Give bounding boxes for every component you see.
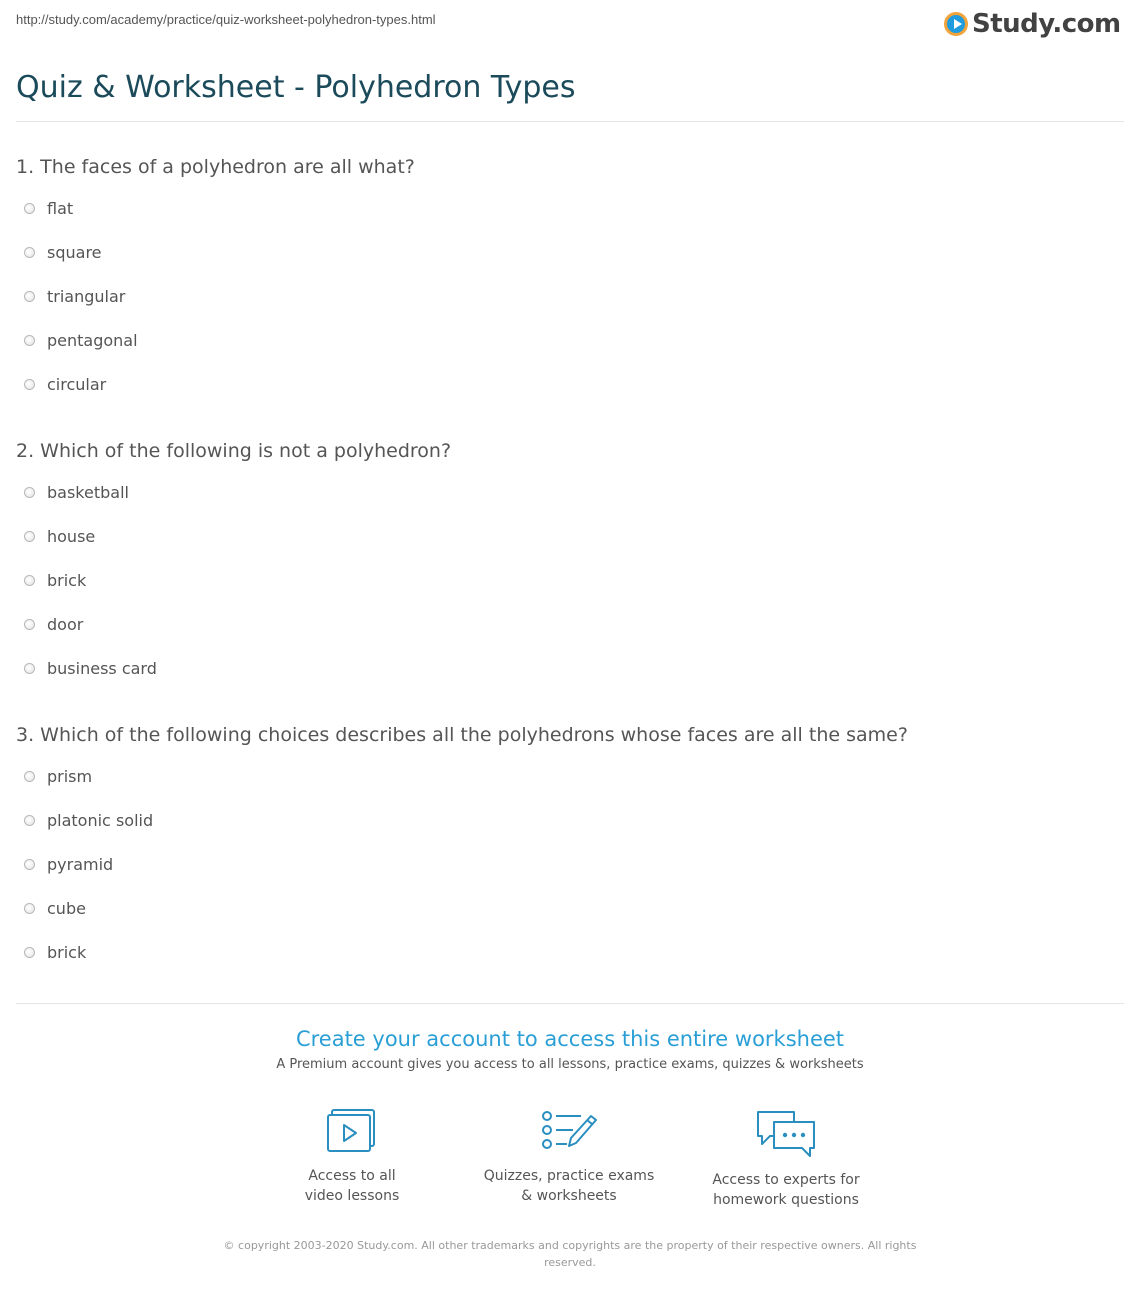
answer-list — [16, 186, 1116, 406]
question-2 — [16, 438, 1116, 701]
study-logo[interactable] — [944, 8, 1121, 40]
cta-subtitle: A Premium account gives you access to all lessons, practice exams, quizzes & worksheets — [276, 1057, 864, 1072]
answer-label: triangular — [47, 286, 126, 306]
question-3 — [16, 722, 1116, 985]
answer-label: circular — [47, 374, 107, 394]
play-logo-icon — [944, 12, 968, 36]
answer-option[interactable] — [16, 754, 1116, 798]
create-account-link[interactable]: Create your account to access this entire worksheet — [295, 1027, 845, 1051]
answer-label: pyramid — [47, 854, 114, 874]
divider — [16, 121, 1124, 122]
answer-label: basketball — [47, 482, 129, 502]
answer-label: pentagonal — [47, 330, 138, 350]
radio-button[interactable] — [24, 291, 35, 302]
answer-option[interactable] — [16, 602, 1116, 646]
feature-video-lessons — [252, 1108, 452, 1206]
question-text: 2. Which of the following is not a polyhedron? — [16, 440, 452, 462]
feature-line-2: homework questions — [713, 1192, 859, 1208]
question-1 — [16, 154, 1116, 417]
feature-line-2: & worksheets — [521, 1188, 617, 1204]
answer-list — [16, 470, 1116, 690]
radio-button[interactable] — [24, 575, 35, 586]
radio-button[interactable] — [24, 947, 35, 958]
feature-line-2: video lessons — [304, 1188, 400, 1204]
answer-label: flat — [47, 198, 74, 218]
feature-label — [686, 1170, 886, 1210]
answer-option[interactable] — [16, 514, 1116, 558]
feature-quizzes — [469, 1108, 669, 1206]
radio-button[interactable] — [24, 903, 35, 914]
answer-option[interactable] — [16, 274, 1116, 318]
answer-option[interactable] — [16, 798, 1116, 842]
answer-option[interactable] — [16, 886, 1116, 930]
radio-button[interactable] — [24, 247, 35, 258]
question-text: 3. Which of the following choices describes all the polyhedrons whose faces are all the same? — [16, 724, 908, 746]
answer-label: brick — [47, 942, 87, 962]
answer-option[interactable] — [16, 186, 1116, 230]
feature-experts — [686, 1108, 886, 1210]
quiz-checklist-icon — [539, 1108, 599, 1154]
feature-line-1: Access to all — [308, 1168, 396, 1184]
feature-line-1: Quizzes, practice exams — [483, 1168, 655, 1184]
answer-list — [16, 754, 1116, 974]
answer-option[interactable] — [16, 930, 1116, 974]
answer-option[interactable] — [16, 842, 1116, 886]
feature-line-1: Access to experts for — [712, 1172, 860, 1188]
answer-option[interactable] — [16, 646, 1116, 690]
answer-label: cube — [47, 898, 86, 918]
radio-button[interactable] — [24, 859, 35, 870]
page-url: http://study.com/academy/practice/quiz-worksheet-polyhedron-types.html — [16, 12, 436, 27]
answer-option[interactable] — [16, 470, 1116, 514]
radio-button[interactable] — [24, 335, 35, 346]
answer-label: door — [47, 614, 84, 634]
chat-bubbles-icon — [754, 1108, 818, 1158]
feature-label — [252, 1166, 452, 1206]
answer-option[interactable] — [16, 558, 1116, 602]
radio-button[interactable] — [24, 487, 35, 498]
page-title: Quiz & Worksheet - Polyhedron Types — [16, 70, 576, 105]
question-text: 1. The faces of a polyhedron are all what? — [16, 156, 415, 178]
radio-button[interactable] — [24, 531, 35, 542]
answer-option[interactable] — [16, 318, 1116, 362]
feature-label — [469, 1166, 669, 1206]
answer-label: brick — [47, 570, 87, 590]
radio-button[interactable] — [24, 379, 35, 390]
radio-button[interactable] — [24, 771, 35, 782]
answer-label: platonic solid — [47, 810, 154, 830]
answer-label: business card — [47, 658, 157, 678]
answer-label: house — [47, 526, 96, 546]
copyright-text: © copyright 2003-2020 Study.com. All other trademarks and copyrights are the property of their respective owners. All rights reserved. — [223, 1239, 917, 1269]
radio-button[interactable] — [24, 663, 35, 674]
radio-button[interactable] — [24, 815, 35, 826]
divider — [16, 1003, 1124, 1004]
radio-button[interactable] — [24, 619, 35, 630]
answer-label: prism — [47, 766, 93, 786]
answer-label: square — [47, 242, 102, 262]
answer-option[interactable] — [16, 362, 1116, 406]
logo-text: Study.com — [972, 9, 1121, 39]
answer-option[interactable] — [16, 230, 1116, 274]
video-lesson-icon — [326, 1108, 378, 1154]
radio-button[interactable] — [24, 203, 35, 214]
